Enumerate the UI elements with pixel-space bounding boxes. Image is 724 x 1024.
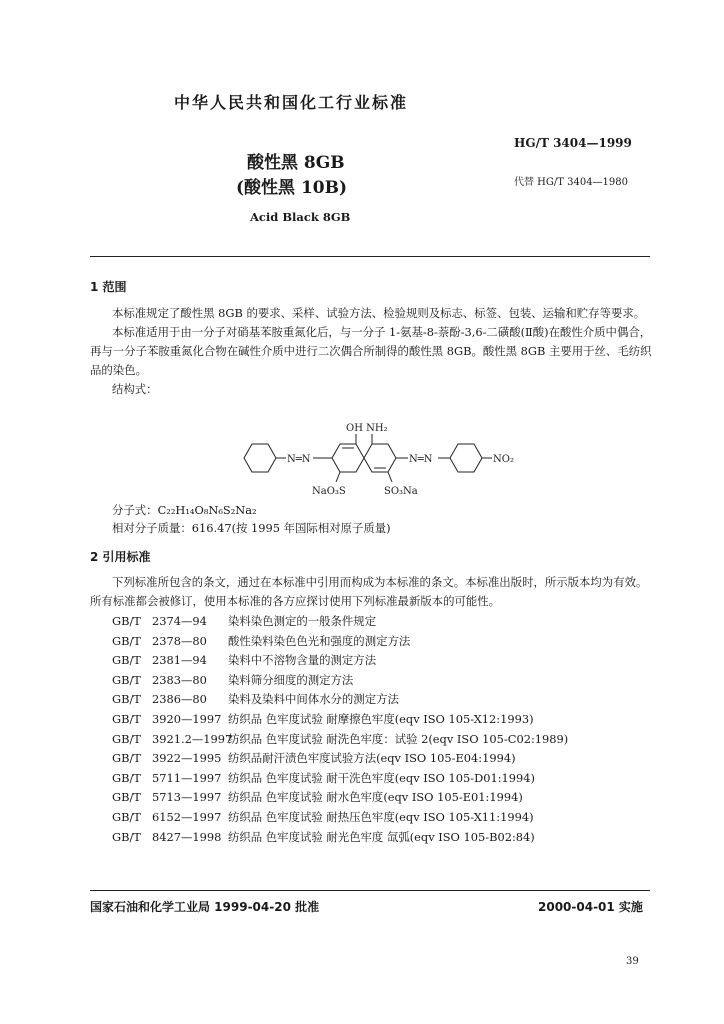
reference-number: 3922—1995 [152,751,222,766]
reference-number: 2386—80 [152,692,207,707]
reference-code: GB/T [112,692,141,707]
nao3s-label: NaO₃S [312,486,346,497]
reference-title: 染料及染料中间体水分的测定方法 [228,692,399,707]
reference-code: GB/T [112,790,141,805]
footer-divider [90,890,650,891]
industry-standard-title: 中华人民共和国化工行业标准 [174,93,409,112]
section-2-intro [90,573,652,611]
structure-label: 结构式： [112,382,158,396]
right-azo-label: N═N [409,454,433,465]
left-azo-label: N═N [287,454,311,465]
reference-code: GB/T [112,614,141,628]
no2-label: NO₂ [493,454,514,465]
reference-row [112,828,672,848]
reference-title: 酸性染料染色色光和强度的测定方法 [228,633,411,648]
reference-number: 2378—80 [152,633,207,648]
reference-row [112,769,672,789]
reference-number: 6152—1997 [152,809,222,824]
reference-row [112,612,672,632]
scope-paragraph: 本标准规定了酸性黑 8GB 的要求、采样、试验方法、检验规则及标志、标签、包装、运输和贮存等要求。 [112,306,646,320]
reference-title: 纺织品 色牢度试验 耐干洗色牢度(eqv ISO 105-D01:1994) [228,770,535,785]
section-1-body [90,304,652,399]
reference-code: GB/T [112,809,141,824]
approval-line: 国家石油和化学工业局 1999-04-20 批准 [90,900,320,914]
reference-code: GB/T [112,633,141,648]
reference-title: 染料染色测定的一般条件规定 [228,614,377,628]
reference-number: 5711—1997 [152,770,222,785]
reference-code: GB/T [112,731,141,746]
reference-row [112,710,672,730]
reference-code: GB/T [112,751,141,766]
reference-title: 纺织品 色牢度试验 耐摩擦色牢度(eqv ISO 105-X12:1993) [228,711,534,726]
reference-row [112,690,672,710]
page-number: 39 [626,956,639,967]
reference-title: 纺织品 色牢度试验 耐洗色牢度：试验 2(eqv ISO 105-C02:1989) [228,731,569,746]
english-name: Acid Black 8GB [250,210,351,224]
reference-title: 纺织品耐汗渍色牢度试验方法(eqv ISO 105-E04:1994) [228,751,516,766]
reference-row [112,730,672,750]
reference-row [112,808,672,828]
molecular-formula: 分子式：C₂₂H₁₄O₈N₆S₂Na₂ [112,503,257,517]
header-divider [90,256,650,257]
reference-title: 染料筛分细度的测定方法 [228,672,354,687]
reference-number: 5713—1997 [152,790,222,805]
section-1-heading: 1 范围 [90,280,127,294]
reference-title: 纺织品 色牢度试验 耐光色牢度 氙弧(eqv ISO 105-B02:84) [228,829,535,844]
reference-code: GB/T [112,770,141,785]
reference-code: GB/T [112,711,141,726]
references-intro: 下列标准所包含的条文，通过在本标准中引用而构成为本标准的条文。本标准出版时，所示版本均为有效。所有标准都会被修订，使用本标准的各方应探讨使用下列标准最新版本的可能性。 [90,575,648,608]
reference-code: GB/T [112,653,141,668]
molecular-weight: 相对分子质量：616.47(按 1995 年国际相对原子质量) [112,521,391,535]
section-2-heading: 2 引用标准 [90,550,151,564]
reference-number: 3920—1997 [152,711,222,726]
reference-row [112,749,672,769]
standard-number: HG/T 3404—1999 [514,136,632,150]
product-alias: (酸性黑 10B) [236,178,348,198]
oh-nh2-label: OH NH₂ [346,423,388,434]
structural-formula [236,418,526,504]
implementation-date: 2000-04-01 实施 [538,900,643,914]
reference-number: 2383—80 [152,672,207,687]
replaces-standard: 代替 HG/T 3404—1980 [514,177,629,188]
reference-number: 8427—1998 [152,829,222,844]
reference-row [112,671,672,691]
so3na-label: SO₃Na [384,486,418,497]
reference-row [112,651,672,671]
reference-row [112,788,672,808]
reference-code: GB/T [112,829,141,844]
reference-row [112,632,672,652]
reference-list [112,612,672,847]
reference-number: 2381—94 [152,653,207,668]
reference-number: 3921.2—1997 [152,731,233,746]
reference-title: 纺织品 色牢度试验 耐热压色牢度(eqv ISO 105-X11:1994) [228,809,534,824]
reference-code: GB/T [112,672,141,687]
reference-title: 染料中不溶物含量的测定方法 [228,653,377,668]
reference-title: 纺织品 色牢度试验 耐水色牢度(eqv ISO 105-E01:1994) [228,790,523,805]
reference-number: 2374—94 [152,614,207,628]
applicability-paragraph: 本标准适用于由一分子对硝基苯胺重氮化后，与一分子 1-氨基-8-萘酚-3,6-二磺酸(Ⅱ酸)在酸性介质中偶合，再与一分子苯胺重氮化合物在碱性介质中进行二次偶合所制得的酸性黑 8GB。酸性黑 8GB 主要用于丝、毛纺织品的染色。 [90,325,652,377]
product-name: 酸性黑 8GB [247,153,345,173]
